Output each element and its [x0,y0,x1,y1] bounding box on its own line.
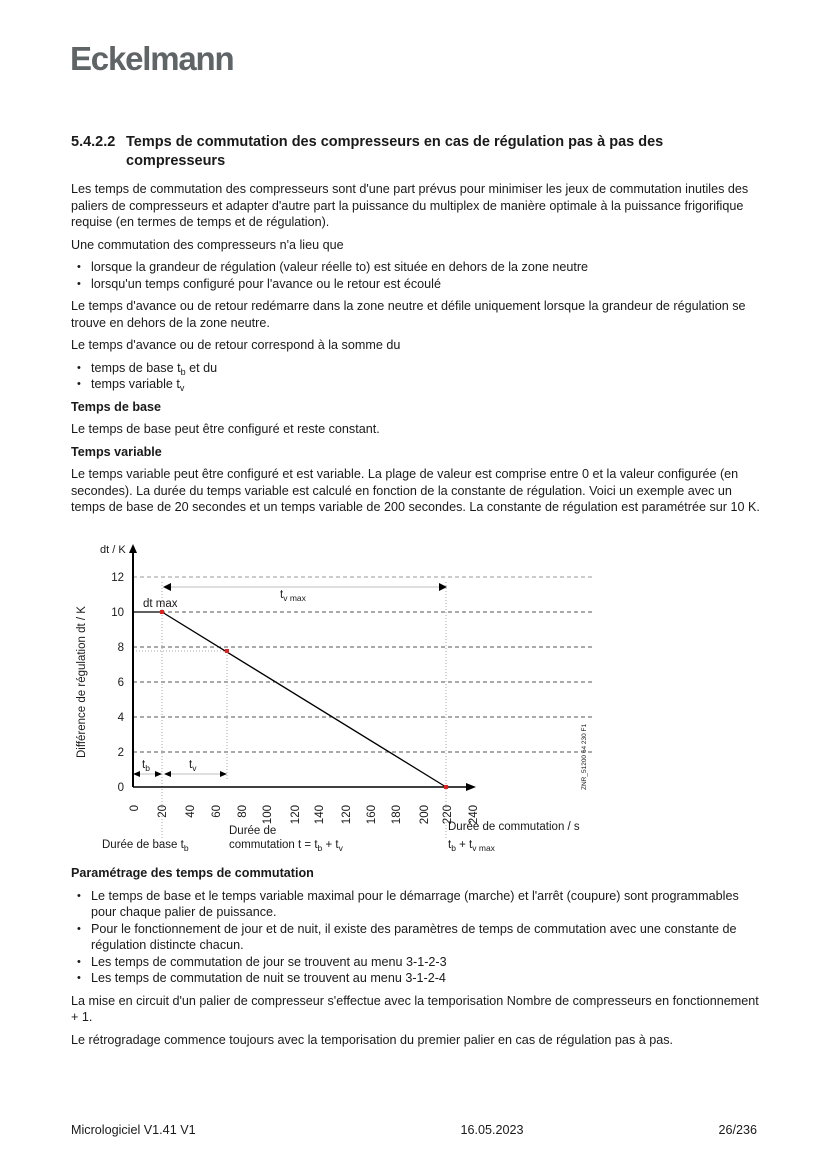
svg-text:60: 60 [211,805,223,818]
svg-text:240: 240 [468,805,480,825]
params-list [71,888,761,987]
svg-text:6: 6 [117,677,124,689]
intro-paragraph: Les temps de commutation des compresseurs sont d'une part prévus pour minimiser les jeux de commutation inutiles des paliers de compresseurs et adapter d'autre part la puissance du multiplex de manière optimale à la puissance frigorifique requise (en termes de temps et de régulation). [71,182,749,229]
footer-date: 16.05.2023 [460,1123,524,1137]
tv-label: $t_v$ [189,759,197,773]
total-time-label: $t_b + t_{v max}$ [448,839,495,853]
restart-paragraph: Le temps d'avance ou de retour redémarre dans la zone neutre et défile uniquement lorsque la grandeur de régulation se trouve en dehors de la zone neutre. [71,299,746,330]
section-title: Temps de commutation des compresseurs en cas de régulation pas à pas des compresseurs [126,134,664,169]
svg-text:120: 120 [341,805,353,825]
condition-intro: Une commutation des compresseurs n'a lieu que [71,237,344,252]
base-duration-label: Durée de base $t_b$ [102,839,189,853]
footer-page-number: 26/236 [718,1123,757,1137]
data-point [160,610,164,614]
variable-time-text: Le temps variable peut être configuré et est variable. La plage de valeur est comprise entre 0 et la valeur configurée (en secondes). La durée du temps variable est calculé en fonction de la constante de régulation. Voici un exemple avec un temps de base de 20 secondes et un temps variable de 200 secondes. La constante de régulation est paramétrée sur 10 K. [71,467,760,514]
base-time-text: Le temps de base peut être configuré et reste constant. [71,422,380,436]
y-axis-label: Différence de régulation dt / K [76,606,88,758]
svg-text:220: 220 [442,805,454,825]
x-axis-arrow-icon [466,783,476,791]
x-axis-label: Durée de commutation / s [448,821,580,833]
tb-label: $t_b$ [142,759,150,773]
list-item: • Les temps de commutation de nuit se trouvent au menu 3-1-2-4 [71,970,761,987]
svg-text:120: 120 [290,805,302,825]
commutation-label-2: commutation $t = t_b + t_v$ [229,839,343,853]
svg-text:12: 12 [111,572,124,584]
list-item: • lorsqu'un temps configuré pour l'avance ou le retour est écoulé [71,276,761,293]
svg-text:160: 160 [366,805,378,825]
stage-paragraph: La mise en circuit d'un palier de compresseur s'effectue avec la temporisation Nombre de compresseurs en fonctionnement + 1. [71,993,759,1024]
svg-text:0: 0 [117,782,124,794]
svg-text:10: 10 [111,607,124,619]
svg-text:80: 80 [237,805,249,818]
data-point [225,649,229,653]
footer-software: Micrologiciel V1.41 V1 [71,1123,196,1137]
svg-text:0: 0 [129,805,141,812]
list-item: • Pour le fonctionnement de jour et de nuit, il existe des paramètres de temps de commutation avec une constante de régulation distincte chacun. [71,921,761,954]
params-title: Paramétrage des temps de commutation [71,866,314,880]
svg-text:8: 8 [117,642,124,654]
switching-time-chart [70,540,610,860]
list-item: • Le temps de base et le temps variable maximal pour le démarrage (marche) et l'arrêt (coupure) sont programmables pour chaque palier de puissance. [71,888,761,921]
page-footer [71,1123,757,1137]
conditions-list [71,259,761,292]
svg-text:200: 200 [419,805,431,825]
reference-code: ZNR_51200 64 230 F1 [581,723,588,790]
grid-lines [133,577,595,752]
y-axis-arrow-icon [129,544,137,553]
list-item: • temps de base $t_b$ et du [71,360,761,377]
main-content [71,181,761,522]
section-heading [71,133,761,171]
data-point [444,785,448,789]
svg-text:180: 180 [391,805,403,825]
list-item: • Les temps de commutation de jour se trouvent au menu 3-1-2-3 [71,954,761,971]
svg-text:20: 20 [157,805,169,818]
commutation-label-1: Durée de [229,825,277,837]
eckelmann-logo: Eckelmann [70,40,234,77]
y-axis-unit-label: dt / K [100,544,126,556]
svg-text:140: 140 [314,805,326,825]
series-line [133,612,446,787]
downgrade-paragraph: Le rétrogradage commence toujours avec la temporisation du premier palier en cas de régulation pas à pas. [71,1032,674,1047]
base-time-title: Temps de base [71,399,162,414]
svg-text:40: 40 [185,805,197,818]
tv-max-label: $t_{v max}$ [280,589,306,603]
sum-list [71,360,761,393]
svg-text:2: 2 [117,747,124,759]
list-item: • lorsque la grandeur de régulation (valeur réelle to) est située en dehors de la zone neutre [71,259,761,276]
section-number: 5.4.2.2 [71,134,116,150]
dt-max-label: dt max [143,598,178,610]
svg-text:4: 4 [117,712,124,724]
svg-text:100: 100 [262,805,274,825]
list-item: • temps variable $t_v$ [71,376,761,393]
sum-intro: Le temps d'avance ou de retour correspond à la somme du [71,338,401,352]
params-section [71,865,761,1054]
variable-time-title: Temps variable [71,444,162,459]
